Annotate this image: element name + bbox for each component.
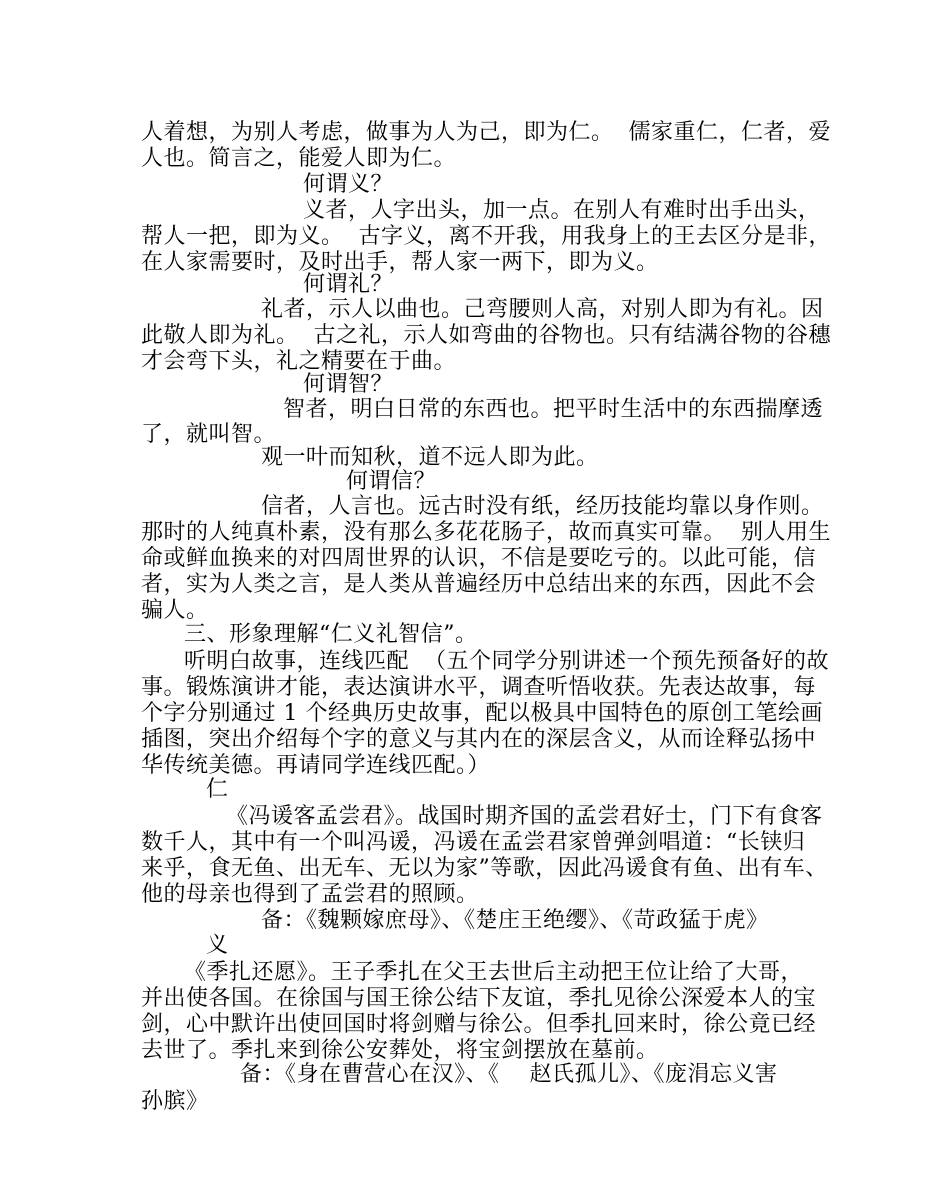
text-line: 剑，心中默许出使回国时将剑赠与徐公。但季扎回来时，徐公竟已经 bbox=[141, 1012, 817, 1037]
text-line: 人着想，为别人考虑，做事为人为己，即为仁。 儒家重仁，仁者，爱 bbox=[141, 120, 831, 145]
text-line: 插图，突出介绍每个字的意义与其内在的深层含义，从而诠释弘扬中 bbox=[141, 727, 817, 752]
text-line: 命或鲜血换来的对四周世界的认识，不信是要吃亏的。以此可能，信 bbox=[141, 546, 817, 571]
text-line: 者，实为人类之言，是人类从普遍经历中总结出来的东西，因此不会 bbox=[141, 572, 817, 597]
text-line: 礼者，示人以曲也。己弯腰则人高，对别人即为有礼。因 bbox=[261, 297, 824, 322]
character-heading-yi: 义 bbox=[206, 933, 229, 958]
text-line: 事。锻炼演讲才能，表达演讲水平，调查听悟收获。先表达故事，每 bbox=[141, 675, 817, 700]
backup-stories-yi: 备：《身在曹营心在汉》、《 赵氏孤儿》、《庞涓忘义害 bbox=[240, 1062, 778, 1087]
text-line: 那时的人纯真朴素，没有那么多花花肠子，故而真实可靠。 别人用生 bbox=[141, 520, 831, 545]
text-line: 智者，明白日常的东西也。把平时生活中的东西揣摩透 bbox=[283, 397, 824, 422]
text-line: 此敬人即为礼。 古之礼，示人如弯曲的谷物也。只有结满谷物的谷穗 bbox=[141, 323, 831, 348]
text-line: 在人家需要时，及时出手，帮人家一两下，即为义。 bbox=[141, 250, 659, 275]
section-heading-li: 何谓礼？ bbox=[303, 272, 394, 297]
backup-stories-ren: 备：《魏颗嫁庶母》、《楚庄王绝缨》、《苛政猛于虎》 bbox=[261, 908, 769, 933]
text-line: 《季扎还愿》。王子季扎在父王去世后主动把王位让给了大哥， bbox=[184, 960, 804, 985]
section-heading-zhi: 何谓智？ bbox=[303, 372, 394, 397]
text-line: 骗人。 bbox=[141, 598, 209, 623]
text-line: 去世了。季扎来到徐公安葬处，将宝剑摆放在墓前。 bbox=[141, 1038, 659, 1063]
section-heading-xin: 何谓信？ bbox=[346, 469, 437, 494]
text-line: 义者，人字出头，加一点。在别人有难时出手出头， bbox=[303, 198, 821, 223]
section-heading-yi: 何谓义？ bbox=[303, 172, 394, 197]
text-line: 《冯谖客孟尝君》。战国时期齐国的孟尝君好士，门下有食客 bbox=[226, 804, 823, 829]
text-line: 个字分别通过 1 个经典历史故事，配以极具中国特色的原创工笔绘画 bbox=[141, 701, 823, 726]
text-line: 他的母亲也得到了孟尝君的照顾。 bbox=[141, 882, 479, 907]
text-line: 数千人，其中有一个叫冯谖，冯谖在孟尝君家曾弹剑唱道：“长铗归 bbox=[141, 830, 806, 855]
text-line: 才会弯下头，礼之精要在于曲。 bbox=[141, 349, 457, 374]
text-line: 孙膑》 bbox=[141, 1089, 209, 1114]
text-line: 帮人一把，即为义。 古字义，离不开我，用我身上的王去区分是非， bbox=[141, 224, 831, 249]
text-line: 观一叶而知秋，道不远人即为此。 bbox=[261, 445, 599, 470]
text-line: 人也。简言之，能爱人即为仁。 bbox=[141, 146, 457, 171]
character-heading-ren: 仁 bbox=[206, 777, 229, 802]
text-line: 来乎，食无鱼、出无车、无以为家”等歌，因此冯谖食有鱼、出有车、 bbox=[141, 856, 828, 881]
text-line: 了，就叫智。 bbox=[141, 422, 277, 447]
section-heading-three: 三、形象理解“仁义礼智信”。 bbox=[184, 622, 478, 647]
text-line: 信者，人言也。远古时没有纸，经历技能均靠以身作则。 bbox=[261, 494, 824, 519]
text-line: 听明白故事，连线匹配 （五个同学分别讲述一个预先预备好的故 bbox=[184, 649, 829, 674]
text-line: 并出使各国。在徐国与国王徐公结下友谊，季扎见徐公深爱本人的宝 bbox=[141, 986, 817, 1011]
text-line: 华传统美德。再请同学连线匹配。） bbox=[141, 753, 491, 778]
